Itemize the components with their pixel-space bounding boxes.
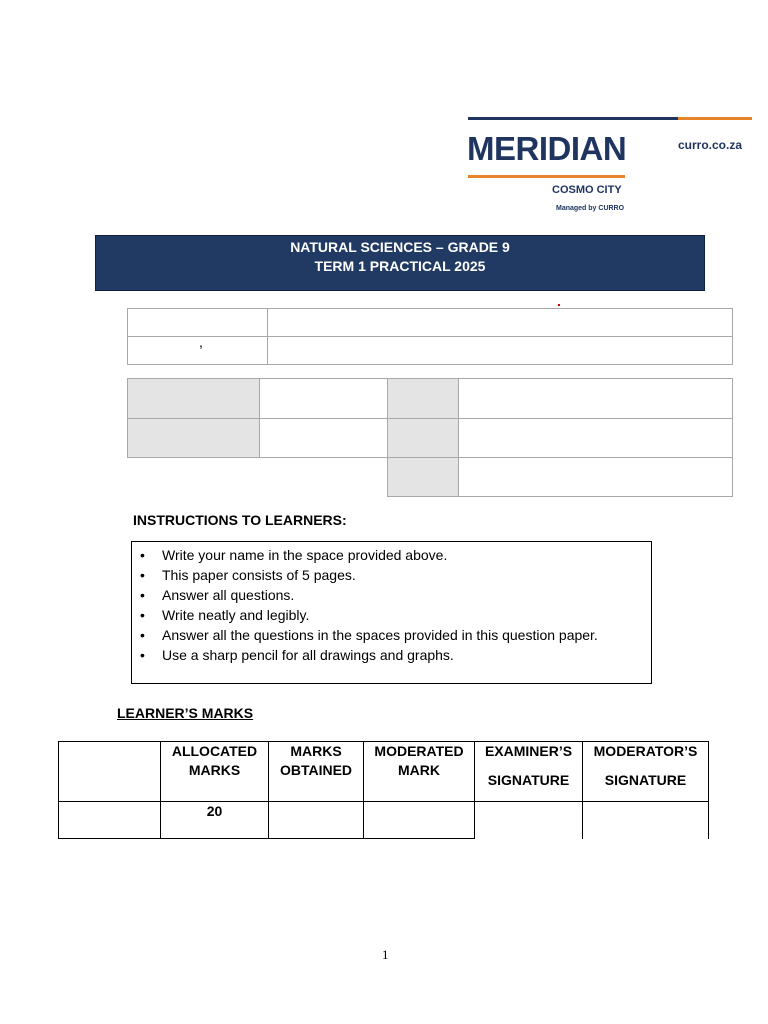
logo-top-rule <box>468 117 752 120</box>
title-banner <box>95 235 705 291</box>
logo-campus: COSMO CITY <box>552 184 622 196</box>
logo-underline <box>468 175 625 178</box>
moderated-mark-header <box>363 741 475 802</box>
allocated-header-line-1: ALLOCATED <box>171 743 258 759</box>
details-label-4 <box>387 418 459 458</box>
moderator-signature-header <box>582 741 709 802</box>
obtained-header-line-2: OBTAINED <box>279 762 353 778</box>
name-label-cell <box>127 308 268 337</box>
examiner-signature-header <box>474 741 583 802</box>
website-text: curro.co.za <box>678 138 743 152</box>
logo-managed-by: Managed by CURRO <box>556 205 625 212</box>
instruction-item: • Write your name in the space provided above. <box>140 545 598 565</box>
details-field-2[interactable] <box>259 418 388 458</box>
allocated-marks-value: 20 <box>206 803 223 819</box>
moderator-header-line-1: MODERATOR’S <box>593 743 698 759</box>
logo-top-rule-orange <box>678 117 752 120</box>
details-field-4[interactable] <box>458 418 733 458</box>
marks-obtained-header <box>268 741 364 802</box>
comma-mark: , <box>199 334 203 350</box>
details-label-5 <box>387 457 459 497</box>
name-field[interactable] <box>267 308 733 337</box>
moderator-signature-cell[interactable] <box>582 801 709 839</box>
title-line-2: TERM 1 PRACTICAL 2025 <box>314 258 486 274</box>
allocated-header-line-2: MARKS <box>188 762 241 778</box>
marks-heading: LEARNER’S MARKS <box>117 705 254 721</box>
logo-wordmark: MERIDIAN <box>467 130 627 167</box>
moderated-mark-cell[interactable] <box>363 801 475 839</box>
marks-row-label-cell <box>58 801 161 839</box>
details-label-3 <box>387 378 459 419</box>
instruction-item: • This paper consists of 5 pages. <box>140 565 598 585</box>
obtained-header-line-1: MARKS <box>290 743 342 759</box>
instructions-heading: INSTRUCTIONS TO LEARNERS: <box>133 512 347 528</box>
instructions-box <box>131 541 652 684</box>
instructions-list <box>140 545 598 665</box>
examiner-signature-cell[interactable] <box>474 801 583 839</box>
title-line-1: NATURAL SCIENCES – GRADE 9 <box>290 239 510 255</box>
logo-top-rule-navy <box>468 117 678 120</box>
examiner-header-line-1: EXAMINER’S <box>484 743 573 759</box>
red-mark <box>558 304 560 306</box>
details-field-3[interactable] <box>458 378 733 419</box>
marks-obtained-cell[interactable] <box>268 801 364 839</box>
surname-label-cell <box>127 336 268 365</box>
details-label-2 <box>127 418 260 458</box>
instruction-item: • Answer all questions. <box>140 585 598 605</box>
instruction-item: • Use a sharp pencil for all drawings and graphs. <box>140 645 598 665</box>
moderated-header-line-1: MODERATED <box>374 743 464 759</box>
moderator-header-line-2: SIGNATURE <box>604 772 687 788</box>
allocated-marks-header <box>160 741 269 802</box>
surname-field[interactable] <box>267 336 733 365</box>
allocated-marks-cell <box>160 801 269 839</box>
instruction-item: • Answer all the questions in the spaces provided in this question paper. <box>140 625 598 645</box>
instruction-item: • Write neatly and legibly. <box>140 605 598 625</box>
examiner-header-line-2: SIGNATURE <box>487 772 570 788</box>
details-label-1 <box>127 378 260 419</box>
page-number: 1 <box>382 947 389 962</box>
moderated-header-line-2: MARK <box>398 762 440 778</box>
marks-blank-header <box>58 741 161 802</box>
details-field-1[interactable] <box>259 378 388 419</box>
details-field-5[interactable] <box>458 457 733 497</box>
